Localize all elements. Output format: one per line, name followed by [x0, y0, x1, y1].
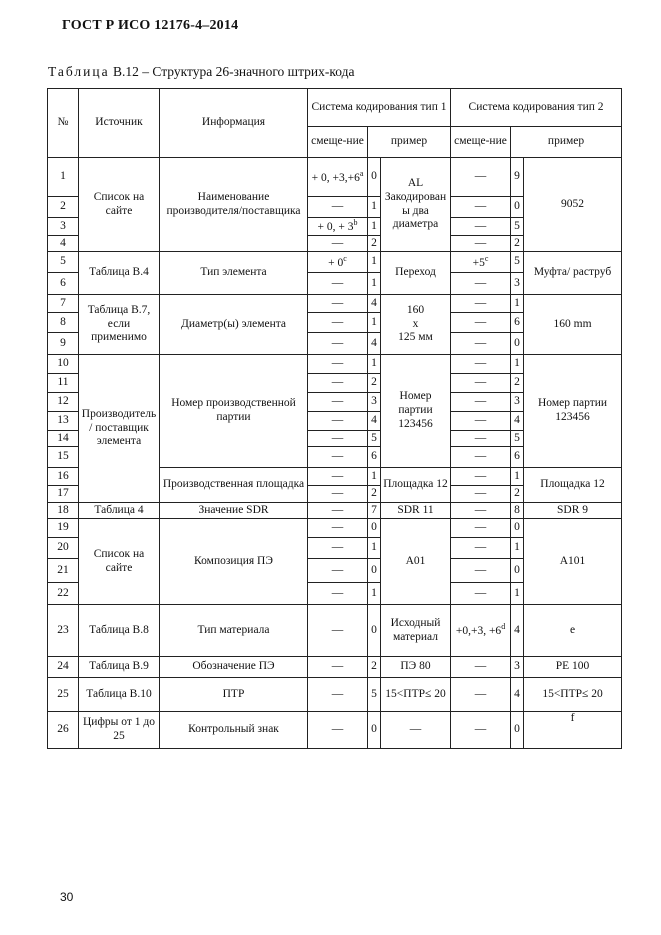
table-row: [48, 605, 622, 657]
t2-digit-cell: 3: [511, 273, 524, 295]
footnote-mark: d: [501, 622, 506, 632]
t2-shift-cell: —: [451, 431, 511, 447]
t2-shift-cell: —: [451, 678, 511, 712]
t2-digit-cell: 3: [511, 657, 524, 678]
t1-shift-cell: —: [308, 393, 368, 412]
source-cell: Таблица B.7, если применимо: [79, 295, 160, 355]
t1-example-cell: Номер партии 123456: [381, 355, 451, 468]
row-number: 15: [48, 447, 79, 468]
table-row: [48, 252, 622, 273]
t1-example-cell: ПЭ 80: [381, 657, 451, 678]
caption-number: B.12: [113, 64, 139, 79]
caption-title: – Структура 26-значного штрих-кода: [138, 64, 355, 79]
t1-digit-cell: 0: [368, 519, 381, 538]
t1-digit-cell: 1: [368, 252, 381, 273]
t1-digit-cell: 4: [368, 412, 381, 431]
table-row: [48, 503, 622, 519]
t2-shift-cell: —: [451, 236, 511, 252]
t2-shift-value: +5: [472, 256, 485, 269]
t2-digit-cell: 1: [511, 538, 524, 559]
t1-digit-cell: 1: [368, 313, 381, 333]
t2-digit-cell: 0: [511, 712, 524, 749]
footnote-mark: c: [484, 253, 489, 263]
row-number: 20: [48, 538, 79, 559]
t1-example-header: пример: [368, 127, 451, 158]
t2-example-cell: Номер партии 123456: [524, 355, 622, 468]
row-number: 2: [48, 197, 79, 218]
table-row: [48, 158, 622, 197]
t2-shift-value: +0,+3, +6: [455, 625, 502, 638]
table-row: [48, 712, 622, 749]
t1-shift-cell: [308, 218, 368, 236]
source-cell: Таблица B.8: [79, 605, 160, 657]
system1-header: Система кодирования тип 1: [308, 89, 451, 127]
t1-digit-cell: 4: [368, 333, 381, 355]
row-number: 7: [48, 295, 79, 313]
t2-digit-cell: 5: [511, 431, 524, 447]
t2-example-cell: A101: [524, 519, 622, 605]
t2-digit-cell: 1: [511, 468, 524, 486]
row-number: 23: [48, 605, 79, 657]
diameter-2: 125 мм: [398, 331, 433, 344]
t2-digit-cell: 2: [511, 486, 524, 503]
t1-shift-cell: —: [308, 712, 368, 749]
t2-shift-cell: —: [451, 657, 511, 678]
table-row: [48, 355, 622, 374]
t1-digit-cell: 1: [368, 468, 381, 486]
source-cell: Таблица B.9: [79, 657, 160, 678]
t1-digit-cell: 5: [368, 678, 381, 712]
row-number: 14: [48, 431, 79, 447]
t1-digit-cell: 1: [368, 218, 381, 236]
t2-example-cell: e: [524, 605, 622, 657]
t2-shift-cell: —: [451, 503, 511, 519]
t1-shift-cell: —: [308, 236, 368, 252]
t2-example-cell: Муфта/ раструб: [524, 252, 622, 295]
info-cell: Производственная площадка: [160, 468, 308, 503]
info-cell: Контрольный знак: [160, 712, 308, 749]
t1-example-cell: Площадка 12: [381, 468, 451, 503]
row-number: 1: [48, 158, 79, 197]
t1-shift-value: + 0, +3,+6: [311, 171, 360, 184]
source-cell: Список на сайте: [79, 158, 160, 252]
t1-shift-cell: —: [308, 657, 368, 678]
row-number: 16: [48, 468, 79, 486]
t1-digit-cell: 2: [368, 236, 381, 252]
t2-shift-cell: —: [451, 158, 511, 197]
t1-digit-cell: 2: [368, 374, 381, 393]
t1-shift-cell: —: [308, 605, 368, 657]
row-number: 3: [48, 218, 79, 236]
t2-digit-cell: 0: [511, 333, 524, 355]
t1-example-cell: A01: [381, 519, 451, 605]
row-number: 11: [48, 374, 79, 393]
t2-shift-header: смеще-ние: [451, 127, 511, 158]
t2-shift-cell: —: [451, 393, 511, 412]
caption-label: Таблица: [48, 64, 110, 79]
document-header: ГОСТ Р ИСО 12176-4–2014: [62, 18, 239, 33]
t2-shift-cell: —: [451, 218, 511, 236]
t1-shift-cell: —: [308, 559, 368, 583]
row-number: 19: [48, 519, 79, 538]
t1-shift-cell: —: [308, 468, 368, 486]
t2-digit-cell: 0: [511, 197, 524, 218]
t1-digit-cell: 2: [368, 657, 381, 678]
t1-digit-cell: 1: [368, 538, 381, 559]
t1-shift-cell: —: [308, 583, 368, 605]
t2-digit-cell: 4: [511, 412, 524, 431]
t2-example-cell: PE 100: [524, 657, 622, 678]
table-row: [48, 519, 622, 538]
t1-digit-cell: 4: [368, 295, 381, 313]
t2-digit-cell: 1: [511, 295, 524, 313]
t2-digit-cell: 4: [511, 605, 524, 657]
t2-example-cell: 15<ПТР≤ 20: [524, 678, 622, 712]
col-number-header: №: [48, 89, 79, 158]
t1-example-cell: AL Закодированы два диаметра: [381, 158, 451, 252]
footnote-mark: c: [343, 253, 347, 263]
source-cell: Таблица B.10: [79, 678, 160, 712]
table-row: [48, 295, 622, 313]
t1-shift-cell: —: [308, 538, 368, 559]
t2-shift-cell: —: [451, 197, 511, 218]
row-number: 6: [48, 273, 79, 295]
t1-example-cell: 15<ПТР≤ 20: [381, 678, 451, 712]
row-number: 22: [48, 583, 79, 605]
t2-digit-cell: 0: [511, 559, 524, 583]
t1-digit-cell: 6: [368, 447, 381, 468]
t2-digit-cell: 5: [511, 252, 524, 273]
source-cell: Таблица B.4: [79, 252, 160, 295]
t2-shift-cell: —: [451, 447, 511, 468]
info-cell: Обозначение ПЭ: [160, 657, 308, 678]
t1-digit-cell: 2: [368, 486, 381, 503]
t1-digit-cell: 1: [368, 273, 381, 295]
row-number: 5: [48, 252, 79, 273]
col-source-header: Источник: [79, 89, 160, 158]
info-cell: Тип элемента: [160, 252, 308, 295]
t2-shift-cell: —: [451, 559, 511, 583]
t2-shift-cell: —: [451, 355, 511, 374]
t1-digit-cell: 0: [368, 158, 381, 197]
t2-example-cell: 160 mm: [524, 295, 622, 355]
t1-shift-cell: —: [308, 374, 368, 393]
t1-shift-header: смеще-ние: [308, 127, 368, 158]
t1-digit-cell: 7: [368, 503, 381, 519]
row-number: 4: [48, 236, 79, 252]
t2-example-cell: 9052: [524, 158, 622, 252]
row-number: 24: [48, 657, 79, 678]
page-number: 30: [60, 890, 74, 904]
t2-digit-cell: 9: [511, 158, 524, 197]
info-cell: Значение SDR: [160, 503, 308, 519]
t2-digit-cell: 6: [511, 447, 524, 468]
row-number: 26: [48, 712, 79, 749]
row-number: 12: [48, 393, 79, 412]
t2-shift-cell: —: [451, 273, 511, 295]
t1-digit-cell: 1: [368, 583, 381, 605]
t1-shift-value: + 0, + 3: [317, 221, 354, 234]
row-number: 13: [48, 412, 79, 431]
info-cell: Наименование производителя/поставщика: [160, 158, 308, 252]
row-number: 18: [48, 503, 79, 519]
table-caption: [48, 64, 354, 80]
t1-shift-cell: —: [308, 313, 368, 333]
diameter-x: x: [412, 317, 419, 330]
t1-example-cell: Переход: [381, 252, 451, 295]
row-number: 9: [48, 333, 79, 355]
t2-example-header: пример: [511, 127, 622, 158]
t2-shift-cell: —: [451, 313, 511, 333]
t1-shift-cell: —: [308, 197, 368, 218]
system2-header: Система кодирования тип 2: [451, 89, 622, 127]
row-number: 17: [48, 486, 79, 503]
header-row-1: [48, 89, 622, 127]
t2-shift-cell: —: [451, 583, 511, 605]
t1-shift-cell: —: [308, 486, 368, 503]
t2-example-cell: Площадка 12: [524, 468, 622, 503]
t1-shift-cell: —: [308, 355, 368, 374]
table-row: [48, 657, 622, 678]
row-number: 21: [48, 559, 79, 583]
t2-digit-cell: 1: [511, 583, 524, 605]
row-number: 25: [48, 678, 79, 712]
t2-example-cell: SDR 9: [524, 503, 622, 519]
t1-digit-cell: 1: [368, 197, 381, 218]
t2-shift-cell: —: [451, 712, 511, 749]
t1-digit-cell: 5: [368, 431, 381, 447]
t2-shift-cell: —: [451, 468, 511, 486]
t1-digit-cell: 0: [368, 559, 381, 583]
t2-example-cell: f: [524, 712, 622, 749]
t1-shift-cell: —: [308, 333, 368, 355]
t1-shift-cell: —: [308, 447, 368, 468]
t1-shift-cell: [308, 158, 368, 197]
t2-digit-cell: 2: [511, 374, 524, 393]
t1-digit-cell: 0: [368, 712, 381, 749]
t2-digit-cell: 0: [511, 519, 524, 538]
t2-digit-cell: 4: [511, 678, 524, 712]
t1-shift-value: + 0: [328, 256, 344, 269]
barcode-structure-table: [47, 88, 622, 749]
t2-shift-cell: —: [451, 374, 511, 393]
info-cell: Композиция ПЭ: [160, 519, 308, 605]
t2-shift-cell: —: [451, 486, 511, 503]
info-cell: ПТР: [160, 678, 308, 712]
t1-example-cell: Исходный материал: [381, 605, 451, 657]
footnote-mark: b: [353, 218, 358, 228]
t2-digit-cell: 5: [511, 218, 524, 236]
t1-digit-cell: 3: [368, 393, 381, 412]
table-row: [48, 678, 622, 712]
t1-shift-cell: [308, 252, 368, 273]
t2-shift-cell: [451, 605, 511, 657]
t2-shift-cell: —: [451, 412, 511, 431]
col-info-header: Информация: [160, 89, 308, 158]
t1-shift-cell: —: [308, 273, 368, 295]
t1-digit-cell: 0: [368, 605, 381, 657]
t1-example-cell: [381, 295, 451, 355]
t2-digit-cell: 3: [511, 393, 524, 412]
t1-example-cell: —: [381, 712, 451, 749]
info-cell: Тип материала: [160, 605, 308, 657]
t1-shift-cell: —: [308, 519, 368, 538]
info-cell: Номер производственной партии: [160, 355, 308, 468]
source-cell: Производитель/ поставщик элемента: [79, 355, 160, 503]
t1-shift-cell: —: [308, 503, 368, 519]
t1-shift-cell: —: [308, 295, 368, 313]
t1-shift-cell: —: [308, 678, 368, 712]
t2-shift-cell: —: [451, 538, 511, 559]
diameter-1: 160: [406, 303, 425, 316]
t2-digit-cell: 2: [511, 236, 524, 252]
t2-digit-cell: 1: [511, 355, 524, 374]
info-cell: Диаметр(ы) элемента: [160, 295, 308, 355]
t1-example-cell: SDR 11: [381, 503, 451, 519]
source-cell: Таблица 4: [79, 503, 160, 519]
t2-shift-cell: —: [451, 333, 511, 355]
row-number: 10: [48, 355, 79, 374]
source-cell: Цифры от 1 до 25: [79, 712, 160, 749]
t2-digit-cell: 8: [511, 503, 524, 519]
t1-digit-cell: 1: [368, 355, 381, 374]
source-cell: Список на сайте: [79, 519, 160, 605]
t2-shift-cell: —: [451, 295, 511, 313]
row-number: 8: [48, 313, 79, 333]
t2-digit-cell: 6: [511, 313, 524, 333]
t2-shift-cell: [451, 252, 511, 273]
t1-shift-cell: —: [308, 431, 368, 447]
t1-shift-cell: —: [308, 412, 368, 431]
footnote-mark: a: [359, 168, 364, 178]
t2-shift-cell: —: [451, 519, 511, 538]
